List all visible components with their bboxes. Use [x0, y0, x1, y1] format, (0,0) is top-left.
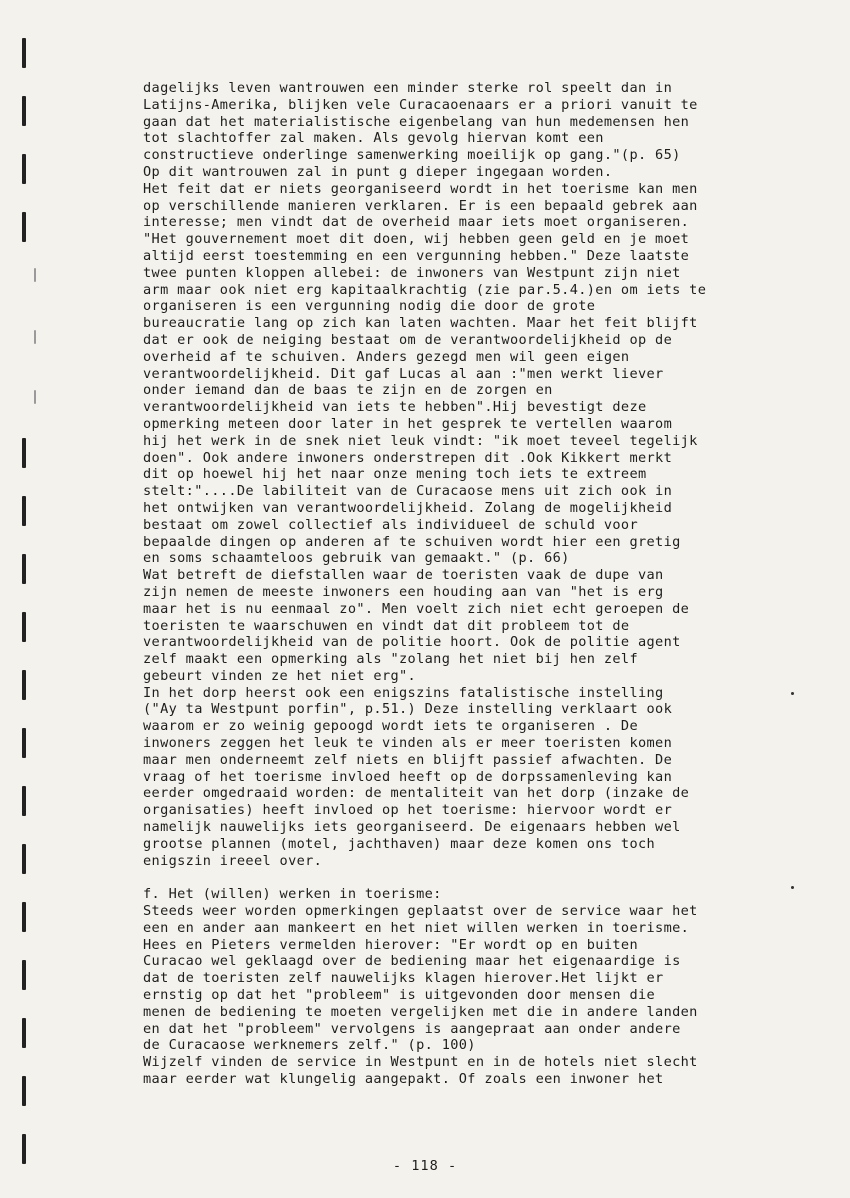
text-line: altijd eerst toestemming en een vergunning hebben." Deze laatste [143, 247, 690, 264]
text-line: dit op hoewel hij het naar onze mening toch iets te extreem [143, 466, 647, 483]
binder-hole [22, 670, 26, 700]
text-line: f. Het (willen) werken in toerisme: [143, 886, 442, 903]
binder-hole [22, 438, 26, 468]
text-line: twee punten kloppen allebei: de inwoners van Westpunt zijn niet [143, 264, 681, 281]
text-line: bureaucratie lang op zich kan laten wachten. Maar het feit blijft [143, 315, 698, 332]
text-line: maar men onderneemt zelf niets en blijft passief afwachten. De [143, 751, 673, 768]
text-line: dat er ook de neiging bestaat om de verantwoordelijkheid op de [143, 331, 673, 348]
stray-mark [791, 692, 794, 695]
text-line: stelt:"....De labiliteit van de Curacaose mens uit zich ook in [143, 483, 673, 500]
text-line: ("Ay ta Westpunt porfin", p.51.) Deze instelling verklaart ook [143, 701, 673, 718]
text-line: zelf maakt een opmerking als "zolang het niet bij hen zelf [143, 651, 638, 668]
text-line: "Het gouvernement moet dit doen, wij hebben geen geld en je moet [143, 231, 690, 248]
text-line: bepaalde dingen op anderen af te schuiven wordt hier een gretig [143, 533, 681, 550]
text-line: gebeurt vinden ze het niet erg". [143, 667, 417, 684]
text-line: enigszin ireeel over. [143, 852, 323, 869]
text-line: Wat betreft de diefstallen waar de toeristen vaak de dupe van [143, 567, 664, 584]
binder-hole [34, 390, 36, 404]
text-line: dat de toeristen zelf nauwelijks klagen hierover.Het lijkt er [143, 970, 664, 987]
text-line: namelijk nauwelijks iets georganiseerd. De eigenaars hebben wel [143, 819, 681, 836]
text-line: bestaat om zowel collectief als individueel de schuld voor [143, 516, 638, 533]
text-line: waarom er zo weinig gepoogd wordt iets te organiseren . De [143, 718, 638, 735]
text-line: de Curacaose werknemers zelf." (p. 100) [143, 1037, 476, 1054]
text-line: grootse plannen (motel, jachthaven) maar deze komen ons toch [143, 835, 656, 852]
text-line: het ontwijken van verantwoordelijkheid. Zolang de mogelijkheid [143, 499, 673, 516]
page-number: - 118 - [392, 1158, 458, 1174]
paragraph-block-2 [143, 886, 798, 1088]
text-line: onder iemand dan de baas te zijn en de zorgen en [143, 382, 553, 399]
page-body [143, 80, 798, 1088]
text-line: verantwoordelijkheid van de politie hoort. Ook de politie agent [143, 634, 681, 651]
binder-hole [22, 786, 26, 816]
text-line: interesse; men vindt dat de overheid maar iets moet organiseren. [143, 214, 690, 231]
text-line: zijn nemen de meeste inwoners een houding aan van "het is erg [143, 583, 664, 600]
text-line: vraag of het toerisme invloed heeft op de dorpssamenleving kan [143, 768, 673, 785]
stray-mark [791, 886, 794, 889]
text-line: maar het is nu eenmaal zo". Men voelt zich niet echt geroepen de [143, 600, 690, 617]
text-line: gaan dat het materialistische eigenbelang van hun medemensen hen [143, 113, 690, 130]
binder-hole [22, 96, 26, 126]
binder-hole [22, 154, 26, 184]
text-line: maar eerder wat klungelig aangepakt. Of zoals een inwoner het [143, 1071, 664, 1088]
text-line: In het dorp heerst ook een enigszins fatalistische instelling [143, 684, 664, 701]
text-line: een en ander aan mankeert en het niet willen werken in toerisme. [143, 919, 690, 936]
text-line: constructieve onderlinge samenwerking moeilijk op gang."(p. 65) [143, 147, 681, 164]
text-line: eerder omgedraaid worden: de mentaliteit van het dorp (inzake de [143, 785, 690, 802]
text-line: en soms schaamteloos gebruik van gemaakt." (p. 66) [143, 550, 570, 567]
text-line: menen de bediening te moeten vergelijken met die in andere landen [143, 1003, 698, 1020]
binder-hole [22, 212, 26, 242]
text-line: Steeds weer worden opmerkingen geplaatst over de service waar het [143, 903, 698, 920]
text-line: Wijzelf vinden de service in Westpunt en in de hotels niet slecht [143, 1054, 698, 1071]
binder-hole [22, 844, 26, 874]
text-line: Curacao wel geklaagd over de bediening maar het eigenaardige is [143, 953, 681, 970]
text-line: inwoners zeggen het leuk te vinden als er meer toeristen komen [143, 735, 673, 752]
text-line: op verschillende manieren verklaren. Er is een bepaald gebrek aan [143, 197, 698, 214]
text-line: Hees en Pieters vermelden hierover: "Er wordt op en buiten [143, 936, 638, 953]
binder-hole [22, 960, 26, 990]
binder-hole [22, 554, 26, 584]
text-line: verantwoordelijkheid. Dit gaf Lucas al aan :"men werkt liever [143, 365, 664, 382]
binder-hole [22, 496, 26, 526]
text-line: Op dit wantrouwen zal in punt g dieper ingegaan worden. [143, 163, 613, 180]
text-line: organisaties) heeft invloed op het toerisme: hiervoor wordt er [143, 802, 673, 819]
text-line: arm maar ook niet erg kapitaalkrachtig (zie par.5.4.)en om iets te [143, 281, 707, 298]
binder-hole [22, 1076, 26, 1106]
binder-hole [22, 1018, 26, 1048]
text-line: doen". Ook andere inwoners onderstrepen dit .Ook Kikkert merkt [143, 449, 673, 466]
binder-hole [22, 38, 26, 68]
binder-hole [22, 902, 26, 932]
text-line: Het feit dat er niets georganiseerd wordt in het toerisme kan men [143, 180, 698, 197]
binder-hole [22, 612, 26, 642]
text-line: verantwoordelijkheid van iets te hebben".Hij bevestigt deze [143, 399, 647, 416]
binder-hole [34, 330, 36, 344]
text-line: toeristen te waarschuwen en vindt dat dit probleem tot de [143, 617, 630, 634]
binder-holes [14, 30, 44, 1170]
text-line: organiseren is een vergunning nodig die door de grote [143, 298, 596, 315]
text-line: hij het werk in de snek niet leuk vindt: "ik moet teveel tegelijk [143, 432, 698, 449]
binder-hole [22, 728, 26, 758]
text-line: tot slachtoffer zal maken. Als gevolg hiervan komt een [143, 130, 604, 147]
text-line: en dat het "probleem" vervolgens is aangepraat aan onder andere [143, 1020, 681, 1037]
text-line: ernstig op dat het "probleem" is uitgevonden door mensen die [143, 987, 656, 1004]
blank-line [143, 869, 798, 886]
text-line: overheid af te schuiven. Anders gezegd men wil geen eigen [143, 348, 630, 365]
paragraph-block-1 [143, 80, 798, 869]
text-line: Latijns-Amerika, blijken vele Curacaoenaars er a priori vanuit te [143, 96, 698, 113]
text-line: opmerking meteen door later in het gesprek te vertellen waarom [143, 415, 673, 432]
binder-hole [34, 268, 36, 282]
text-line: dagelijks leven wantrouwen een minder sterke rol speelt dan in [143, 80, 673, 96]
